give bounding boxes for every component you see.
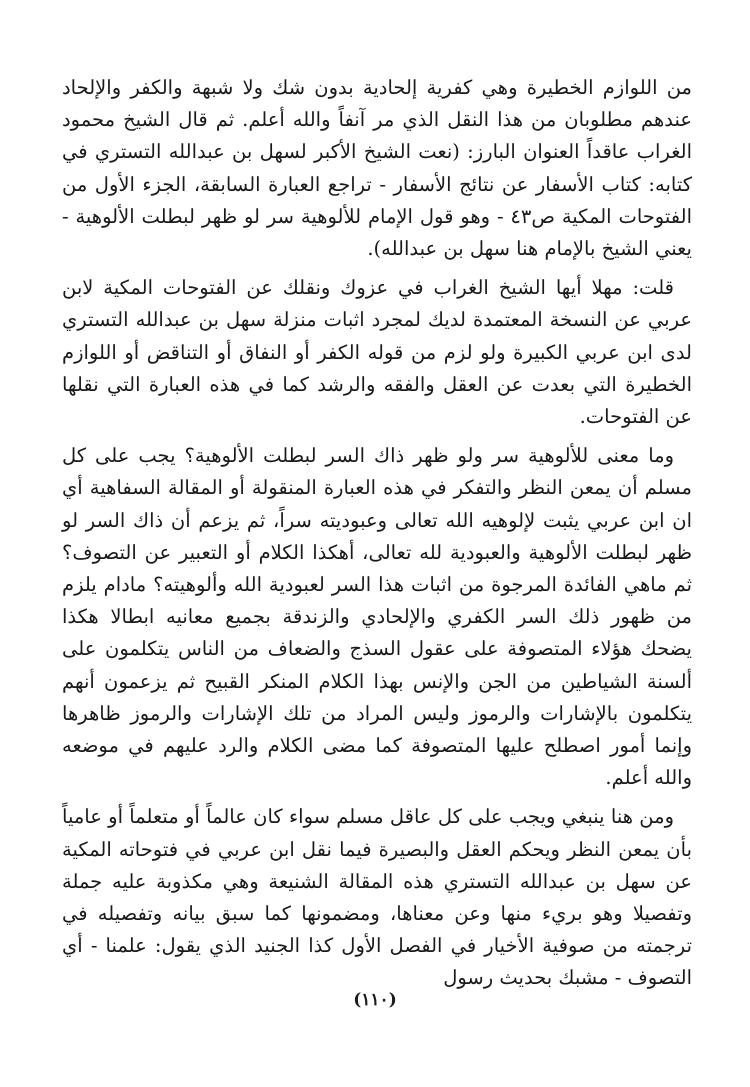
paragraph-2: قلت: مهلا أيها الشيخ الغراب في عزوك ونقلك عن الفتوحات المكية لابن عربي عن النسخة المعتمدة لديك لمجرد اثبات منزلة سهل بن عبدالله التستري لدى ابن عربي الكبيرة ولو لزم من قوله الكفر أو النفاق أو التناقض أو اللوازم الخطيرة التي بعدت عن العقل والفقه والرشد كما في هذه العبارة التي نقلها عن الفتوحات. — [62, 276, 692, 429]
paragraph-3: وما معنى للألوهية سر ولو ظهر ذاك السر لبطلت الألوهية؟ يجب على كل مسلم أن يمعن النظر والتفكر في هذه العبارة المنقولة أو المقالة السفاهية أي ان ابن عربي يثبت لإلوهيه الله تعالى وعبوديته سراً، ثم يزعم أن ذاك السر لو ظهر لبطلت الألوهية والعبودية لله تعالى، أهكذا الكلام أو التعبير عن التصوف؟ ثم ماهي الفائدة المرجوة من اثبات هذا السر لعبودية الله وألوهيته؟ مادام يلزم من ظهور ذلك السر الكفري والإلحادي والزندقة بجميع معانيه ابطالا هكذا يضحك هؤلاء المتصوفة على عقول السذج والضعاف من الناس يتكلمون على ألسنة الشياطين من الجن والإنس بهذا الكلام المنكر القبيح ثم يزعمون أنهم يتكلمون بالإشارات والرموز وليس المراد من تلك الإشارات والرموز ظاهرها وإنما أمور اصطلح عليها المتصوفة كما مضى الكلام والرد عليهم في موضعه والله أعلم. — [62, 444, 692, 790]
paragraph-1: من اللوازم الخطيرة وهي كفرية إلحادية بدون شك ولا شبهة والكفر والإلحاد عندهم مطلوبان من هذا النقل الذي مر آنفاً والله أعلم. ثم قال الشيخ محمود الغراب عاقداً العنوان البارز: (نعت الشيخ الأكبر لسهل بن عبدالله التستري في كتابه: كتاب الأسفار عن نتائج الأسفار - تراجع العبارة السابقة، الجزء الأول من الفتوحات المكية ص٤٣ - وهو قول الإمام للألوهية سر لو ظهر لبطلت الألوهية - يعني الشيخ بالإمام هنا سهل بن عبدالله). — [62, 76, 692, 261]
body-text — [62, 72, 692, 1002]
page-number: (١١٠) — [353, 990, 397, 1010]
paragraph-4: ومن هنا ينبغي ويجب على كل عاقل مسلم سواء كان عالماً أو متعلماً أو عامياً بأن يمعن النظر ويحكم العقل والبصيرة فيما نقل ابن عربي في فتوحاته المكية عن سهل بن عبدالله التستري هذه المقالة الشنيعة وهي مكذوبة عليه جملة وتفصيلا وهو بريء منها وعن معناها، ومضمونها كما سبق بيانه وتفصيله في ترجمته من صوفية الأخيار في الفصل الأول كذا الجنيد الذي يقول: علمنا - أي التصوف - مشبك بحديث رسول — [62, 805, 692, 990]
